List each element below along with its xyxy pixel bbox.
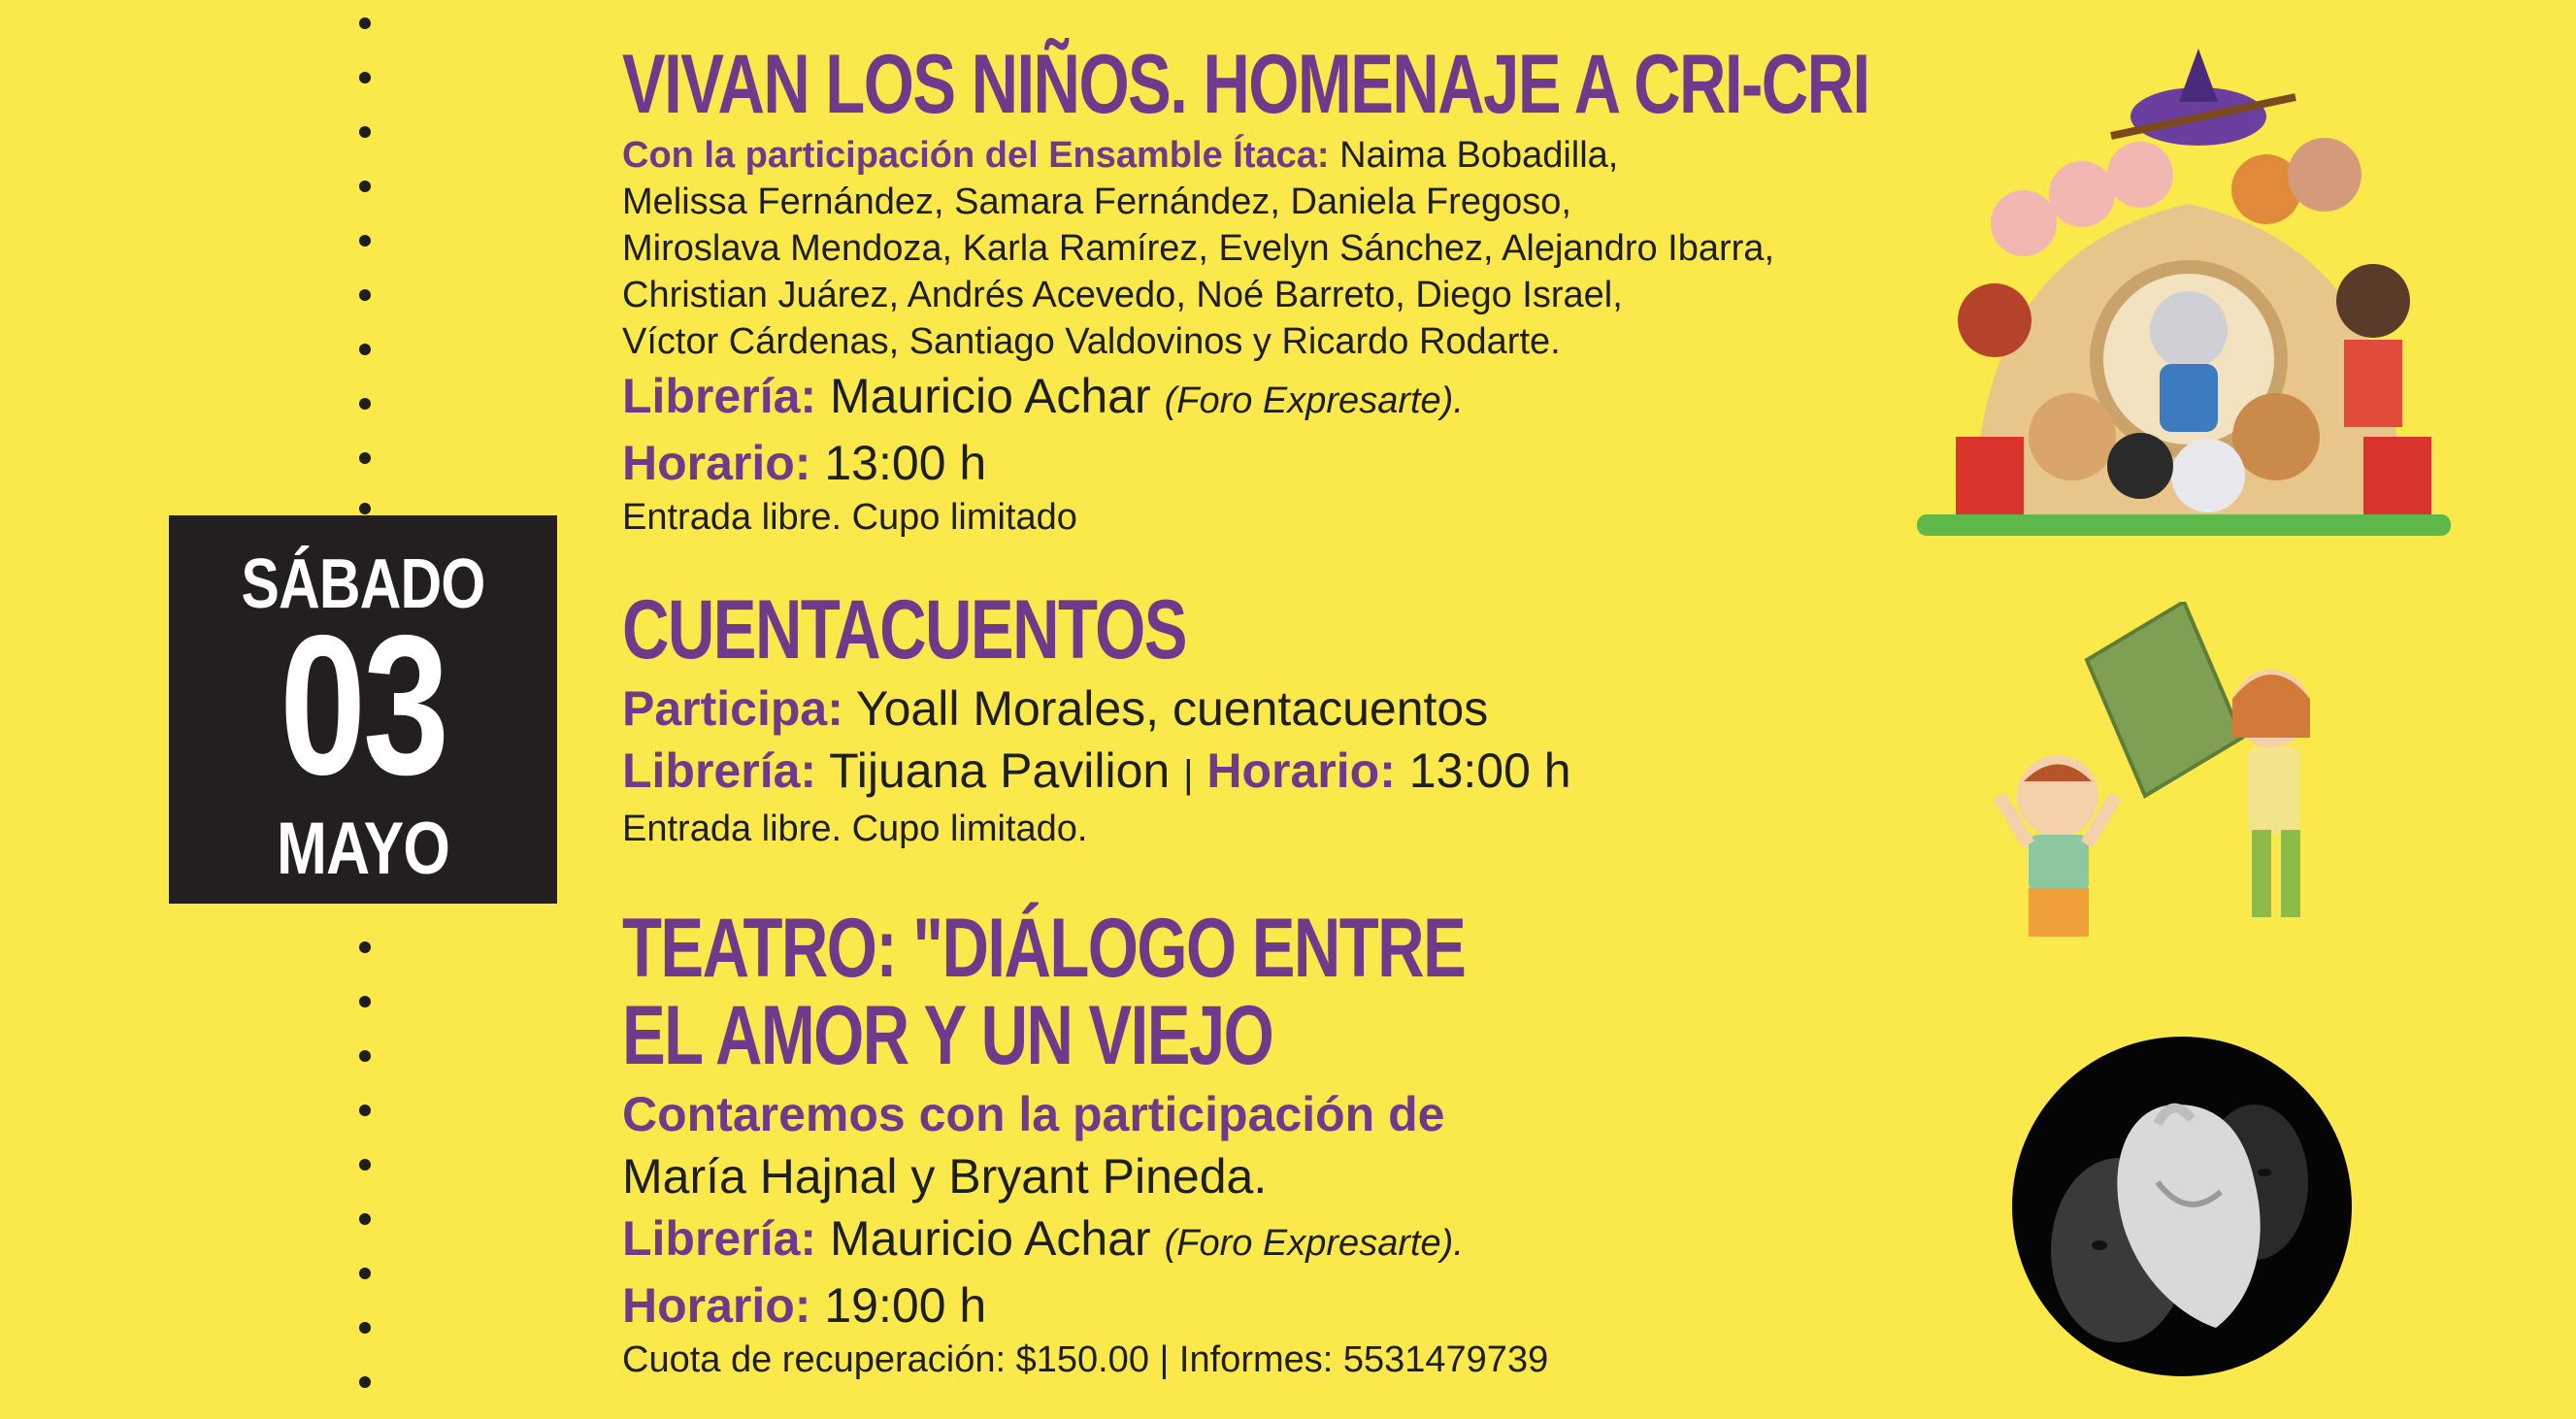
timeline-dot xyxy=(359,398,371,410)
participa-value: Yoall Morales, cuentacuentos xyxy=(855,681,1489,736)
event-participants xyxy=(622,132,1884,365)
event-cuentacuentos xyxy=(622,583,1884,852)
timeline-dot xyxy=(359,1159,371,1171)
participation-value: María Hajnal y Bryant Pineda. xyxy=(622,1149,1268,1204)
timeline-dot xyxy=(359,1105,371,1116)
horario-value: 19:00 h xyxy=(824,1278,987,1333)
event-horario xyxy=(622,1274,1884,1336)
timeline-dot xyxy=(359,1213,371,1225)
separator: | xyxy=(1183,753,1194,796)
event-horario xyxy=(622,432,1884,494)
event-libreria xyxy=(622,365,1884,432)
timeline-dot xyxy=(359,289,371,301)
event-title: VIVAN LOS NIÑOS. HOMENAJE A CRI-CRI xyxy=(622,38,1869,131)
timeline-dot xyxy=(359,235,371,247)
timeline-dot xyxy=(359,1376,371,1388)
timeline-dot xyxy=(359,941,371,953)
event-title-line: EL AMOR Y UN VIEJO xyxy=(622,989,1273,1082)
timeline-dot xyxy=(359,181,371,192)
participation-label: Contaremos con la participación de xyxy=(622,1087,1445,1141)
timeline-dot xyxy=(359,452,371,464)
timeline-dot xyxy=(359,17,371,29)
timeline-dot xyxy=(359,1322,371,1334)
participant-line: Víctor Cárdenas, Santiago Valdovinos y Ricardo Rodarte. xyxy=(622,321,1561,362)
event-title: CUENTACUENTOS xyxy=(622,583,1186,676)
horario-label: Horario: xyxy=(1206,743,1396,798)
event-libreria xyxy=(622,1207,1884,1274)
date-badge xyxy=(169,515,557,904)
libreria-label: Librería: xyxy=(622,1211,817,1266)
timeline-dot xyxy=(359,996,371,1007)
horario-value: 13:00 h xyxy=(1408,743,1571,798)
timeline-dot xyxy=(359,1268,371,1279)
horario-value: 13:00 h xyxy=(824,436,987,490)
event-note: Entrada libre. Cupo limitado. xyxy=(622,808,1088,849)
libreria-note: (Foro Expresarte). xyxy=(1164,380,1464,421)
participant-line: Melissa Fernández, Samara Fernández, Daniela Fregoso, xyxy=(622,182,1571,222)
libreria-value: Mauricio Achar xyxy=(829,1211,1151,1266)
cri-cri-characters-illustration xyxy=(1917,29,2451,553)
participa-label: Participa: xyxy=(622,681,843,736)
libreria-value: Tijuana Pavilion xyxy=(829,743,1171,798)
timeline-dot xyxy=(359,1050,371,1062)
kids-with-book-illustration xyxy=(1990,602,2378,971)
libreria-label: Librería: xyxy=(622,369,817,423)
date-weekday: SÁBADO xyxy=(241,545,485,623)
event-libreria-horario xyxy=(622,740,1884,806)
event-participa xyxy=(622,677,1884,740)
participant-line: Naima Bobadilla, xyxy=(1339,135,1619,176)
libreria-label: Librería: xyxy=(622,743,817,798)
event-teatro xyxy=(622,902,1884,1383)
participant-line: Christian Juárez, Andrés Acevedo, Noé Barreto, Diego Israel, xyxy=(622,275,1623,315)
timeline-dot xyxy=(359,503,371,514)
timeline-dot xyxy=(359,72,371,83)
date-month: MAYO xyxy=(277,808,449,890)
event-note: Cuota de recuperación: $150.00 | Informes: 5531479739 xyxy=(622,1339,1549,1380)
timeline-dot xyxy=(359,344,371,355)
date-day: 03 xyxy=(280,594,446,816)
event-title-line: TEATRO: "DIÁLOGO ENTRE xyxy=(622,902,1466,995)
event-note: Entrada libre. Cupo limitado xyxy=(622,497,1077,538)
participation-label: Con la participación del Ensamble Ítaca: xyxy=(622,135,1330,176)
theater-heart-faces-image xyxy=(2012,1037,2352,1376)
horario-label: Horario: xyxy=(622,1278,811,1333)
libreria-note: (Foro Expresarte). xyxy=(1164,1223,1464,1264)
participant-line: Miroslava Mendoza, Karla Ramírez, Evelyn Sánchez, Alejandro Ibarra, xyxy=(622,228,1774,269)
event-cri-cri xyxy=(622,38,1884,541)
libreria-value: Mauricio Achar xyxy=(829,369,1151,423)
timeline-dot xyxy=(359,126,371,138)
horario-label: Horario: xyxy=(622,436,811,490)
